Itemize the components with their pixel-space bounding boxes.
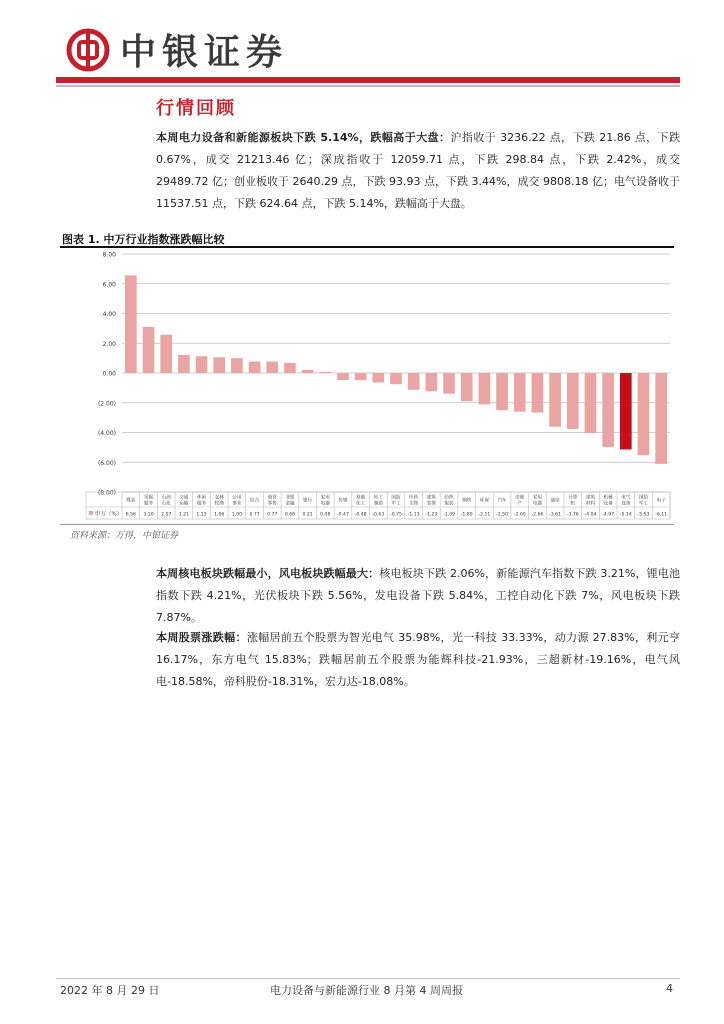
sector-paragraph xyxy=(156,563,680,629)
sector-body: 核电板块下跌 2.06%，新能源汽车指数下跌 3.21%，锂电池指数下跌 4.21%，光伏板块下跌 5.56%，发电设备下跌 5.84%，工控自动化下跌 7%，风电板块下跌 7.87%。 xyxy=(156,567,680,624)
figure-title: 图表 1. 中万行业指数涨跌幅比较 xyxy=(62,233,225,246)
data-label: 1.21 xyxy=(178,512,189,518)
x-tick-label: 机 xyxy=(570,501,576,507)
x-tick-label: 机械 xyxy=(603,495,613,501)
x-tick-label: 房地 xyxy=(515,495,525,501)
bar xyxy=(160,335,172,373)
data-label: -0.48 xyxy=(354,512,367,518)
bank-logo-icon xyxy=(66,28,110,72)
bar xyxy=(585,373,597,433)
x-tick-label: 零售 xyxy=(267,501,277,507)
bar xyxy=(178,355,190,373)
legend-swatch xyxy=(89,511,93,515)
bar xyxy=(284,363,296,373)
bar xyxy=(231,358,243,373)
data-label: 1.00 xyxy=(231,512,243,518)
x-tick-label: 综合 xyxy=(249,498,260,504)
bar xyxy=(143,327,155,373)
bar xyxy=(249,362,261,373)
stock-lead: 本周股票涨跌幅： xyxy=(156,631,247,644)
y-tick-label: 4.00 xyxy=(102,311,116,318)
bar xyxy=(479,373,491,404)
y-tick-label: (4.00) xyxy=(97,430,116,437)
x-tick-label: 计算 xyxy=(568,495,578,501)
x-tick-label: 银行 xyxy=(303,498,313,504)
data-label: 0.77 xyxy=(267,512,278,518)
data-label: -1.89 xyxy=(460,512,473,518)
data-label: -0.75 xyxy=(390,512,402,518)
header-rule-grey xyxy=(56,85,680,87)
y-tick-label: 0.00 xyxy=(102,370,116,378)
section-title: 行情回顾 xyxy=(156,98,236,119)
x-tick-label: 农林 xyxy=(214,495,224,501)
page-number: 4 xyxy=(666,982,673,995)
bar xyxy=(620,373,632,449)
x-tick-label: 轻工 xyxy=(373,495,383,501)
bar xyxy=(266,362,278,373)
x-tick-label: 电子 xyxy=(656,498,666,504)
figure-source: 资料来源：万得，中银证券 xyxy=(70,531,179,541)
bar xyxy=(302,370,314,373)
x-tick-label: 非银 xyxy=(285,495,295,501)
y-tick-label: 2.00 xyxy=(102,340,116,348)
data-label: -4.97 xyxy=(602,512,615,518)
data-label: -3.61 xyxy=(549,512,562,518)
x-tick-label: 服装 xyxy=(444,501,454,507)
x-tick-label: 军工 xyxy=(391,501,401,507)
data-label: 0.77 xyxy=(249,512,260,518)
bar xyxy=(125,275,137,373)
x-tick-label: 钢铁 xyxy=(462,498,472,504)
bar xyxy=(408,373,420,390)
x-tick-label: 环保 xyxy=(479,498,489,504)
data-label: -5.14 xyxy=(619,512,632,518)
data-label: -5.53 xyxy=(637,512,650,518)
x-tick-label: 家用 xyxy=(320,495,330,501)
bar xyxy=(355,373,367,380)
bar xyxy=(655,373,667,464)
x-tick-label: 建筑 xyxy=(585,495,596,501)
x-tick-label: 制造 xyxy=(373,501,383,507)
brand-name: 中银证券 xyxy=(120,31,289,73)
x-tick-label: 装饰 xyxy=(426,501,436,507)
y-tick-label: 8.00 xyxy=(102,251,116,259)
x-tick-label: 化工 xyxy=(356,501,366,507)
market-paragraph xyxy=(156,127,680,215)
x-tick-label: 设备 xyxy=(621,501,631,507)
x-tick-label: 生物 xyxy=(409,501,419,507)
bar xyxy=(461,373,473,401)
footer-report-title: 电力设备与新能源行业 8 月第 4 周周报 xyxy=(270,984,463,997)
data-label: 6.56 xyxy=(125,512,136,518)
data-label: 2.57 xyxy=(161,512,172,518)
bar xyxy=(390,373,402,384)
x-tick-label: 产 xyxy=(517,501,523,507)
bar xyxy=(532,373,544,413)
bar xyxy=(213,357,225,373)
x-tick-label: 石油 xyxy=(161,495,171,501)
x-tick-label: 家用 xyxy=(532,495,543,501)
stock-paragraph xyxy=(156,627,680,693)
x-tick-label: 采掘 xyxy=(143,495,154,501)
bar xyxy=(638,373,650,455)
data-label: -0.63 xyxy=(372,512,385,518)
x-tick-label: 国防 xyxy=(638,495,649,501)
data-label: -2.60 xyxy=(513,512,526,518)
x-tick-label: 煤炭 xyxy=(126,498,136,504)
industry-index-bar-chart xyxy=(60,248,674,523)
x-tick-label: 电气 xyxy=(621,495,631,501)
bar xyxy=(196,356,208,373)
data-label: 1.13 xyxy=(196,512,207,518)
data-label: -1.39 xyxy=(443,512,455,518)
x-tick-label: 服务 xyxy=(196,501,207,507)
data-label: -3.76 xyxy=(566,512,579,518)
footer-rule xyxy=(56,978,680,979)
header-rule-red xyxy=(56,77,680,83)
data-label: -1.23 xyxy=(425,512,438,518)
x-tick-label: 设备 xyxy=(603,501,613,507)
bar xyxy=(567,373,579,429)
x-tick-label: 汽车 xyxy=(497,498,507,504)
x-tick-label: 休闲 xyxy=(196,495,207,501)
legend-label: 申万（%） xyxy=(95,511,123,518)
x-tick-label: 国防 xyxy=(391,495,401,501)
data-label: -1.13 xyxy=(407,512,420,518)
bar xyxy=(337,373,349,380)
x-tick-label: 公用 xyxy=(232,495,242,501)
x-tick-label: 牧渔 xyxy=(214,501,224,507)
data-label: -6.11 xyxy=(655,512,668,518)
x-tick-label: 交通 xyxy=(179,495,189,501)
bar xyxy=(372,373,384,382)
y-tick-label: 6.00 xyxy=(102,281,116,289)
x-tick-label: 建筑 xyxy=(426,495,436,501)
data-label: 3.10 xyxy=(143,512,154,518)
x-tick-label: 电器 xyxy=(320,501,330,507)
y-tick-label: (6.00) xyxy=(97,459,116,467)
x-tick-label: 传媒 xyxy=(338,498,348,504)
x-tick-label: 通信 xyxy=(550,498,560,504)
x-tick-label: 服务 xyxy=(143,501,154,507)
x-tick-label: 石化 xyxy=(161,501,171,507)
x-tick-label: 金融 xyxy=(285,501,295,507)
source-rule xyxy=(60,524,674,525)
data-label: -2.50 xyxy=(496,512,509,518)
x-tick-label: 事业 xyxy=(232,501,242,507)
x-tick-label: 军工 xyxy=(638,501,649,507)
stock-body: 涨幅居前五个股票为智光电气 35.98%，光一科技 33.33%，动力源 27.83%，利元亨 16.17%，东方电气 15.83%；跌幅居前五个股票为能辉科技-21.93%，三超新材-19.16%，电气风电-18.58%，帝科股份-18.31%，宏力达-18.08%。 xyxy=(156,631,680,688)
data-label: 0.08 xyxy=(320,512,331,518)
x-tick-label: 医药 xyxy=(409,495,419,501)
bar xyxy=(426,373,438,391)
data-label: -2.11 xyxy=(478,512,491,518)
data-label: 0.68 xyxy=(284,512,296,518)
x-tick-label: 纺织 xyxy=(444,495,454,501)
y-tick-label: (8.00) xyxy=(97,489,116,497)
market-body: 沪指收于 3236.22 点，下跌 21.86 点，下跌 0.67%，成交 21213.46 亿；深成指收于 12059.71 点，下跌 298.84 点，下跌 2.42%，成交 29489.72 亿；创业板收于 2640.29 点，下跌 93.93 点，下跌 3.44%，成交 9808.18 亿；电气设备收于 11537.51 点，下跌 624.64 点，下跌 5.14%，跌幅高于大盘。 xyxy=(156,131,680,210)
y-tick-label: (2.00) xyxy=(97,400,116,408)
bar xyxy=(443,373,455,394)
data-label: -2.66 xyxy=(531,512,544,518)
bar xyxy=(319,372,331,373)
x-tick-label: 商贸 xyxy=(267,495,277,501)
data-label: -0.47 xyxy=(337,512,349,518)
bar xyxy=(496,373,508,410)
x-tick-label: 电器 xyxy=(532,501,543,507)
x-tick-label: 运输 xyxy=(179,501,189,507)
bar xyxy=(514,373,526,412)
market-lead: 本周电力设备和新能源板块下跌 5.14%，跌幅高于大盘： xyxy=(156,131,451,144)
data-label: -4.04 xyxy=(584,512,597,518)
sector-lead: 本周核电板块跌幅最小，风电板块跌幅最大： xyxy=(156,567,380,580)
x-tick-label: 基础 xyxy=(356,495,366,501)
footer-date: 2022 年 8 月 29 日 xyxy=(60,984,160,997)
x-tick-label: 材料 xyxy=(585,501,596,507)
data-label: 1.06 xyxy=(214,512,225,518)
bar xyxy=(549,373,561,427)
bar xyxy=(602,373,614,447)
data-label: 0.21 xyxy=(302,512,313,518)
